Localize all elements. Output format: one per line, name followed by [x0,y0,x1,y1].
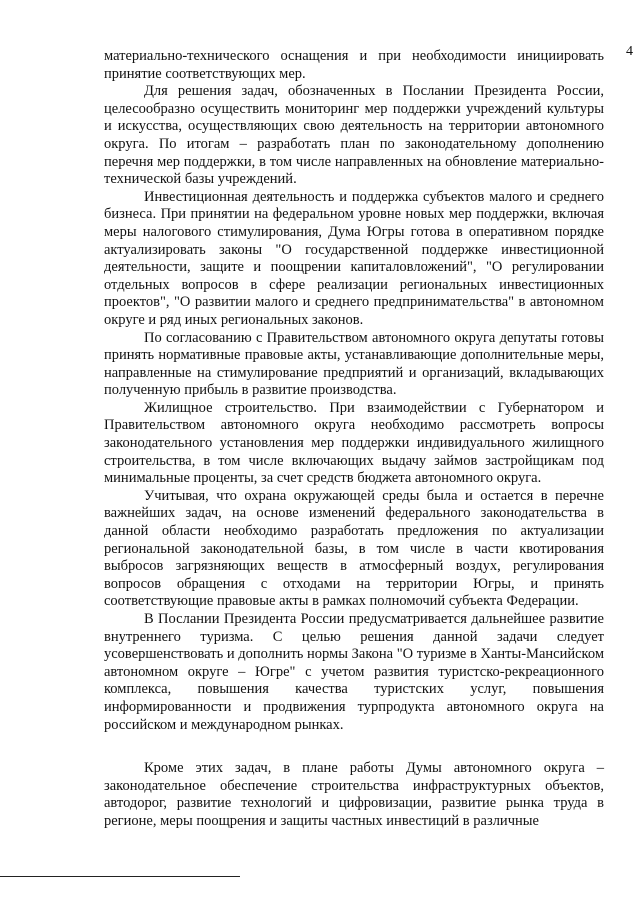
paragraph: Учитывая, что охрана окружающей среды была и остается в перечне важнейших задач, на основе изменений федерального законодательства в данной области необходимо разработать предложения по актуализации региональной законодательной базы, в том числе в части квотирования выбросов загрязняющих веществ в атмосферный воздух, регулирования вопросов обращения с отходами на территории Югры, и принять соответствующие правовые акты в рамках полномочий субъекта Федерации. [104,487,604,610]
paragraph: В Послании Президента России предусматривается дальнейшее развитие внутреннего туризма. С целью решения данной задачи следует усовершенствовать и дополнить нормы Закона "О туризме в Ханты-Мансийском автономном округе – Югре" с учетом развития туристско-рекреационного комплекса, повышения качества туристских услуг, повышения информированности и продвижения турпродукта автономного округа на российском и международном рынках. [104,611,604,733]
paragraph-spacer [104,734,604,760]
paragraph: Инвестиционная деятельность и поддержка субъектов малого и среднего бизнеса. При принятии на федеральном уровне новых мер поддержки, включая меры налогового стимулирования, Дума Югры готова в оперативном порядке актуализировать законы "О государственной поддержке инвестиционной деятельности, защите и поощрении капиталовложений", "О регулировании отдельных вопросов в сфере реализации региональных инвестиционных проектов", "О развитии малого и среднего предпринимательства" в автономном округе и ряд иных региональных законов. [104,188,604,328]
footnote-divider [0,876,240,877]
paragraph: материально-технического оснащения и при необходимости инициировать принятие соответствующих мер. [104,48,604,82]
page-number: 4 [626,44,633,59]
document-body [104,48,604,831]
paragraph: Жилищное строительство. При взаимодействии с Губернатором и Правительством автономного округа необходимо рассмотреть вопросы законодательного установления мер поддержки индивидуального жилищного строительства, в том числе включающих выдачу займов застройщикам под минимальные проценты, за счет средств бюджета автономного округа. [104,399,604,487]
paragraph: По согласованию с Правительством автономного округа депутаты готовы принять нормативные правовые акты, устанавливающие дополнительные меры, направленные на стимулирование предприятий и организаций, вкладывающих полученную прибыль в развитие производства. [104,329,604,399]
paragraph: Для решения задач, обозначенных в Послании Президента России, целесообразно осуществить мониторинг мер поддержки учреждений культуры и искусства, осуществляющих свою деятельность на территории автономного округа. По итогам – разработать план по законодательному дополнению перечня мер поддержки, в том числе направленных на обновление материально-технической базы учреждений. [104,83,604,188]
paragraph: Кроме этих задач, в плане работы Думы автономного округа – законодательное обеспечение строительства инфраструктурных объектов, автодорог, развитие технологий и цифровизации, развитие рынка труда в регионе, меры поощрения и защиты частных инвестиций в различные [104,760,604,829]
